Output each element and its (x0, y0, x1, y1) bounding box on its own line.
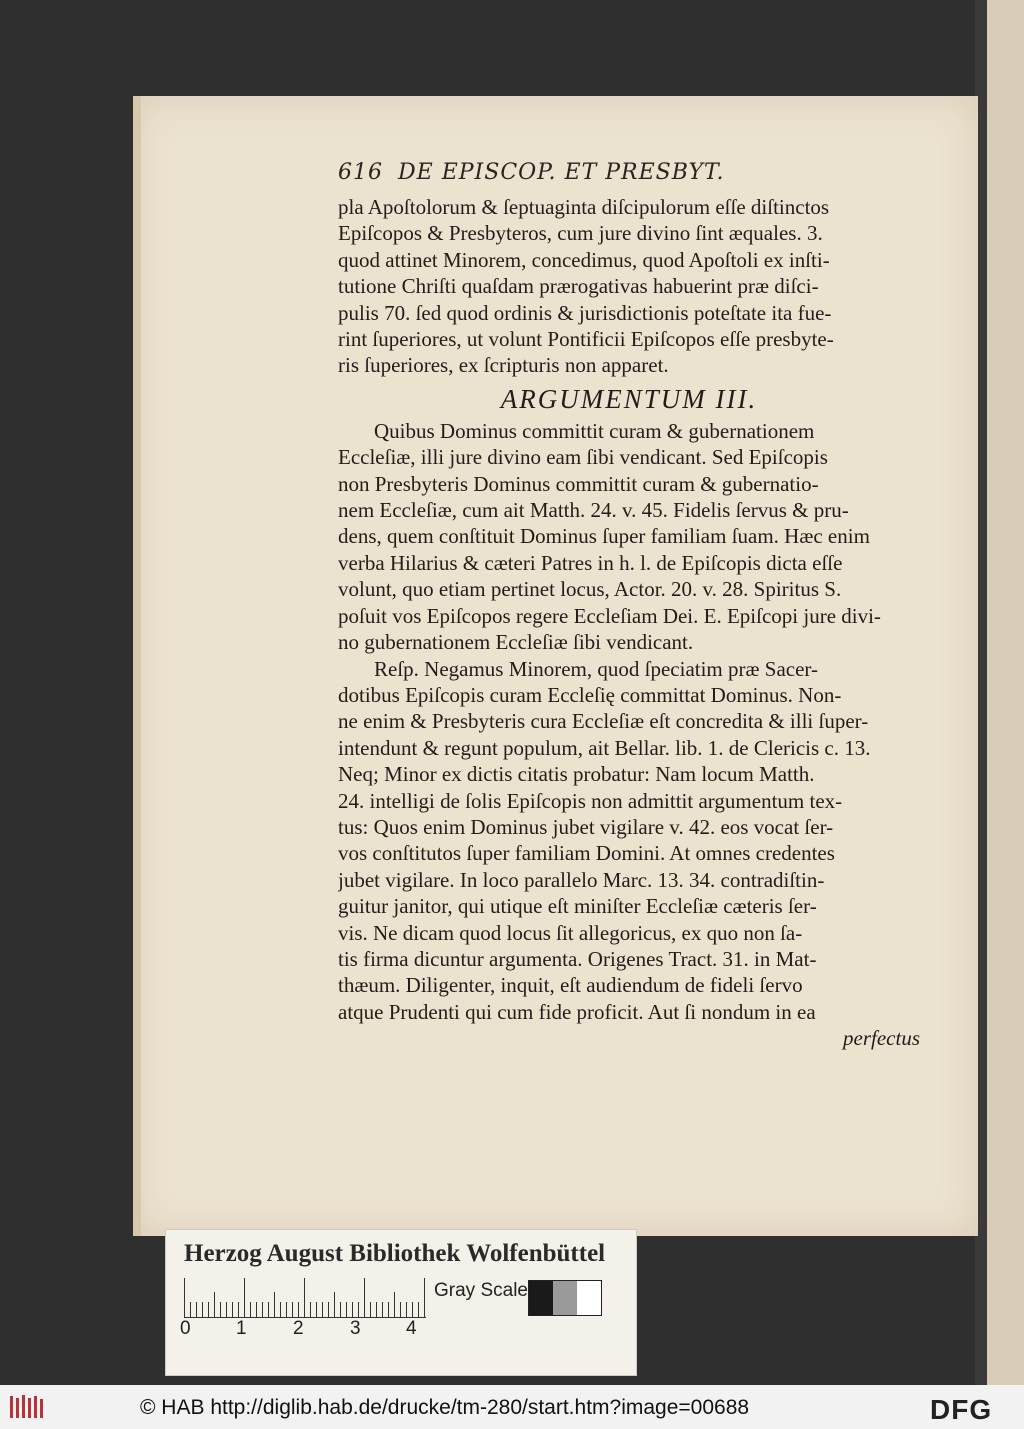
text-line: vis. Ne dicam quod locus ſit allegoricus, ex quo non ſa- (338, 920, 803, 945)
ruler-number: 1 (236, 1318, 247, 1339)
ruler-tick (310, 1302, 311, 1318)
ruler-tick (406, 1302, 407, 1318)
section-heading: ARGUMENTUM III. (500, 383, 758, 414)
text-line: nem Eccleſiæ, cum ait Matth. 24. v. 45. Fidelis ſervus & pru- (338, 498, 849, 523)
ruler-tick (292, 1302, 293, 1318)
ruler-tick (184, 1278, 185, 1318)
ruler-number: 4 (406, 1318, 417, 1339)
ruler-tick (268, 1302, 269, 1318)
ruler (184, 1278, 426, 1318)
gray-swatch-mid (553, 1281, 577, 1315)
text-line: poſuit vos Epiſcopos regere Eccleſiam Dei. E. Epiſcopi jure divi- (338, 603, 881, 628)
text-line: tus: Quos enim Dominus jubet vigilare v. 42. eos vocat ſer- (338, 814, 834, 839)
text-line: tis firma dicuntur argumenta. Origenes Tract. 31. in Mat- (338, 946, 817, 971)
ruler-tick (334, 1292, 335, 1318)
ruler-tick (358, 1302, 359, 1318)
text-line: Reſp. Negamus Minorem, quod ſpeciatim præ Sacer- (374, 656, 818, 681)
text-line: dens, quem conſtituit Dominus ſuper familiam ſuam. Hæc enim (338, 524, 870, 549)
ruler-tick (304, 1278, 305, 1318)
gray-scale-chart (528, 1280, 602, 1316)
text-line: tutione Chriſti quaſdam prærogativas habuerint præ diſci- (338, 274, 819, 299)
ruler-number: 3 (350, 1318, 361, 1339)
text-line: dotibus Epiſcopis curam Eccleſię committat Dominus. Non- (338, 682, 842, 707)
ruler-tick (340, 1302, 341, 1318)
ruler-tick (418, 1302, 419, 1318)
ruler-tick (316, 1302, 317, 1318)
text-line: ris ſuperiores, ex ſcripturis non apparet. (338, 353, 669, 378)
text-line: volunt, quo etiam pertinet locus, Actor. 20. v. 28. Spiritus S. (338, 577, 842, 602)
scale-label-card (165, 1229, 637, 1376)
library-name: Herzog August Bibliothek Wolfenbüttel (184, 1240, 606, 1267)
text-line: quod attinet Minorem, concedimus, quod Apoſtoli ex inſti- (338, 247, 830, 272)
ruler-tick (394, 1292, 395, 1318)
ruler-number: 2 (293, 1318, 304, 1339)
text-line: vos conſtitutos ſuper familiam Domini. At omnes credentes (338, 841, 835, 866)
ruler-tick (208, 1302, 209, 1318)
text-line: verba Hilarius & cæteri Patres in h. l. de Epiſcopis dicta eſſe (338, 550, 843, 575)
text-line: guitur janitor, qui utique eſt miniſter Eccleſiæ cæteris ſer- (338, 894, 817, 919)
text-line: non Presbyteris Dominus committit curam & gubernatio- (338, 471, 819, 496)
text-line: atque Prudenti qui cum fide proficit. Aut ſi nondum in ea (338, 999, 816, 1024)
ruler-tick (424, 1278, 425, 1318)
ruler-tick (214, 1292, 215, 1318)
ruler-tick (322, 1302, 323, 1318)
library-logo-icon (8, 1392, 48, 1422)
text-line: pla Apoſtolorum & ſeptuaginta diſcipulorum eſſe diſtinctos (338, 195, 830, 219)
ruler-tick (376, 1302, 377, 1318)
ruler-tick (400, 1302, 401, 1318)
facing-page-edge (975, 0, 1024, 1385)
text-line: thæum. Diligenter, inquit, eſt audiendum de fideli ſervo (338, 973, 803, 998)
catchword: perfectus (843, 1026, 920, 1051)
text-line: no gubernationem Eccleſiæ ſibi vendicant. (338, 630, 694, 655)
ruler-tick (250, 1302, 251, 1318)
dfg-logo: DFG (930, 1394, 993, 1425)
text-line: ne enim & Presbyteris cura Eccleſiæ eſt concredita & illi ſuper- (338, 709, 869, 734)
ruler-tick (286, 1302, 287, 1318)
ruler-tick (196, 1302, 197, 1318)
running-head: DE EPISCOP. ET PRESBYT. (398, 160, 725, 185)
text-line: Quibus Dominus committit curam & gubernationem (374, 418, 815, 443)
ruler-tick (244, 1278, 245, 1318)
text-line: jubet vigilare. In loco parallelo Marc. 13. 34. contradiſtin- (338, 867, 825, 892)
ruler-number: 0 (180, 1318, 191, 1339)
page-header (338, 160, 808, 185)
gray-scale-label: Gray Scale (434, 1280, 528, 1301)
ruler-tick (364, 1278, 365, 1318)
gray-swatch-dark (529, 1281, 553, 1315)
text-line: Eccleſiæ, illi jure divino eam ſibi vendicant. Sed Epiſcopis (338, 445, 828, 470)
ruler-tick (202, 1302, 203, 1318)
ruler-tick (382, 1302, 383, 1318)
copyright-url[interactable]: © HAB http://diglib.hab.de/drucke/tm-280/start.htm?image=00688 (140, 1396, 750, 1419)
ruler-tick (346, 1302, 347, 1318)
text-line: Neq; Minor ex dictis citatis probatur: Nam locum Matth. (338, 762, 815, 787)
ruler-tick (190, 1302, 191, 1318)
page-gutter (133, 96, 141, 1236)
ruler-tick (238, 1302, 239, 1318)
ruler-tick (220, 1302, 221, 1318)
ruler-tick (352, 1302, 353, 1318)
text-line: Epiſcopos & Presbyteros, cum jure divino ſint æquales. 3. (338, 221, 823, 246)
ruler-tick (256, 1302, 257, 1318)
ruler-tick (388, 1302, 389, 1318)
text-line: pulis 70. ſed quod ordinis & jurisdictionis poteſtate ita fue- (338, 300, 832, 325)
text-line: intendunt & regunt populum, ait Bellar. lib. 1. de Clericis c. 13. (338, 735, 871, 760)
ruler-tick (226, 1302, 227, 1318)
ruler-tick (298, 1302, 299, 1318)
page-text (338, 194, 920, 1052)
text-line: 24. intelligi de ſolis Epiſcopis non admittit argumentum tex- (338, 788, 843, 813)
text-line: rint ſuperiores, ut volunt Pontificii Epiſcopos eſſe presbyte- (338, 327, 834, 352)
ruler-tick (232, 1302, 233, 1318)
ruler-tick (412, 1302, 413, 1318)
ruler-tick (280, 1302, 281, 1318)
ruler-tick (262, 1302, 263, 1318)
ruler-tick (370, 1302, 371, 1318)
ruler-tick (328, 1302, 329, 1318)
page-number: 616 (338, 160, 383, 185)
gray-swatch-light (577, 1281, 601, 1315)
ruler-tick (274, 1292, 275, 1318)
